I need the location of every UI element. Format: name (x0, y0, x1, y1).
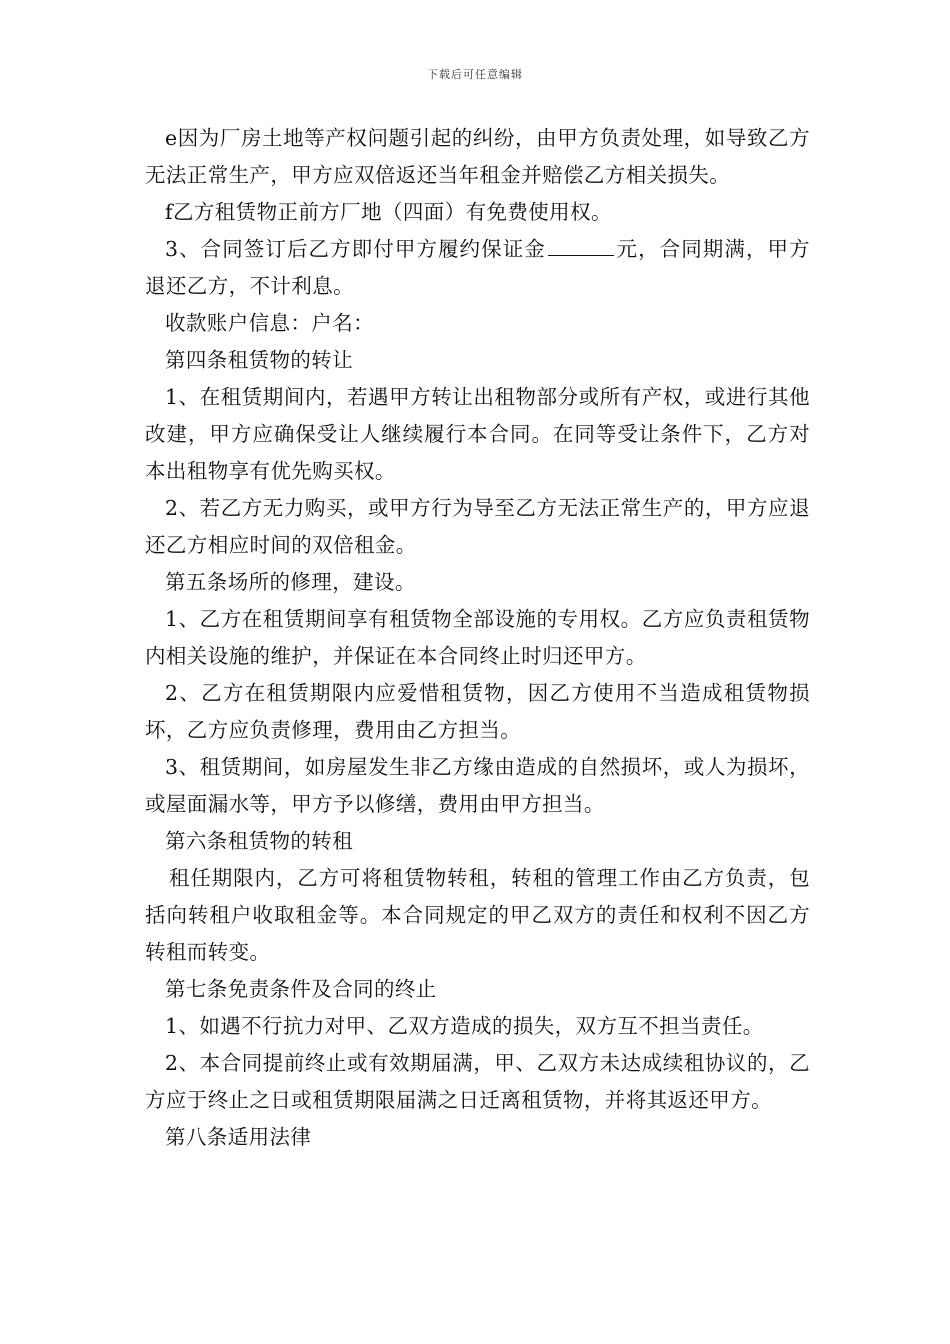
deposit-amount-blank (548, 237, 614, 256)
clause-f: f乙方租赁物正前方厂地（四面）有免费使用权。 (165, 200, 612, 224)
deposit-text-before: 3、合同签订后乙方即付甲方履约保证金 (165, 237, 546, 261)
document-body (145, 120, 810, 1156)
article-7-heading: 第七条免责条件及合同的终止 (165, 977, 437, 1001)
clause-e: e因为厂房土地等产权问题引起的纠纷，由甲方负责处理，如导致乙方无法正常生产，甲方应双倍返还当年租金并赔偿乙方相关损失。 (145, 126, 810, 187)
article-6-heading: 第六条租赁物的转租 (165, 829, 354, 853)
article-5-item-1: 1、乙方在租赁期间享有租赁物全部设施的专用权。乙方应负责租赁物内相关设施的维护，并保证在本合同终止时归还甲方。 (145, 607, 810, 668)
page-header: 下载后可任意编辑 (427, 68, 523, 81)
article-5-heading: 第五条场所的修理，建设。 (165, 570, 416, 594)
article-4-item-2: 2、若乙方无力购买，或甲方行为导至乙方无法正常生产的，甲方应退还乙方相应时间的双倍租金。 (145, 496, 810, 557)
article-7-item-1: 1、如遇不行抗力对甲、乙双方造成的损失，双方互不担当责任。 (165, 1014, 764, 1038)
deposit-clause (145, 231, 810, 305)
article-5-item-2: 2、乙方在租赁期限内应爱惜租赁物，因乙方使用不当造成租赁物损坏，乙方应负责修理，费用由乙方担当。 (145, 681, 810, 742)
article-4-heading: 第四条租赁物的转让 (165, 348, 354, 372)
article-5-item-3: 3、租赁期间，如房屋发生非乙方缘由造成的自然损坏，或人为损坏，或屋面漏水等，甲方予以修缮，费用由甲方担当。 (145, 755, 810, 816)
article-6-body: 租任期限内，乙方可将租赁物转租，转租的管理工作由乙方负责，包括向转租户收取租金等。本合同规定的甲乙双方的责任和权利不因乙方转租而转变。 (145, 866, 810, 964)
article-7-item-2: 2、本合同提前终止或有效期届满，甲、乙双方未达成续租协议的，乙方应于终止之日或租赁期限届满之日迁离租赁物，并将其返还甲方。 (145, 1051, 810, 1112)
article-4-item-1: 1、在租赁期间内，若遇甲方转让出租物部分或所有产权，或进行其他改建，甲方应确保受让人继续履行本合同。在同等受让条件下，乙方对本出租物享有优先购买权。 (145, 385, 810, 483)
deposit-text-after: 元，合同期满，甲方退还乙方，不计利息。 (145, 237, 810, 298)
account-info: 收款账户信息：户名： (165, 311, 374, 335)
article-8-heading: 第八条适用法律 (165, 1125, 312, 1149)
